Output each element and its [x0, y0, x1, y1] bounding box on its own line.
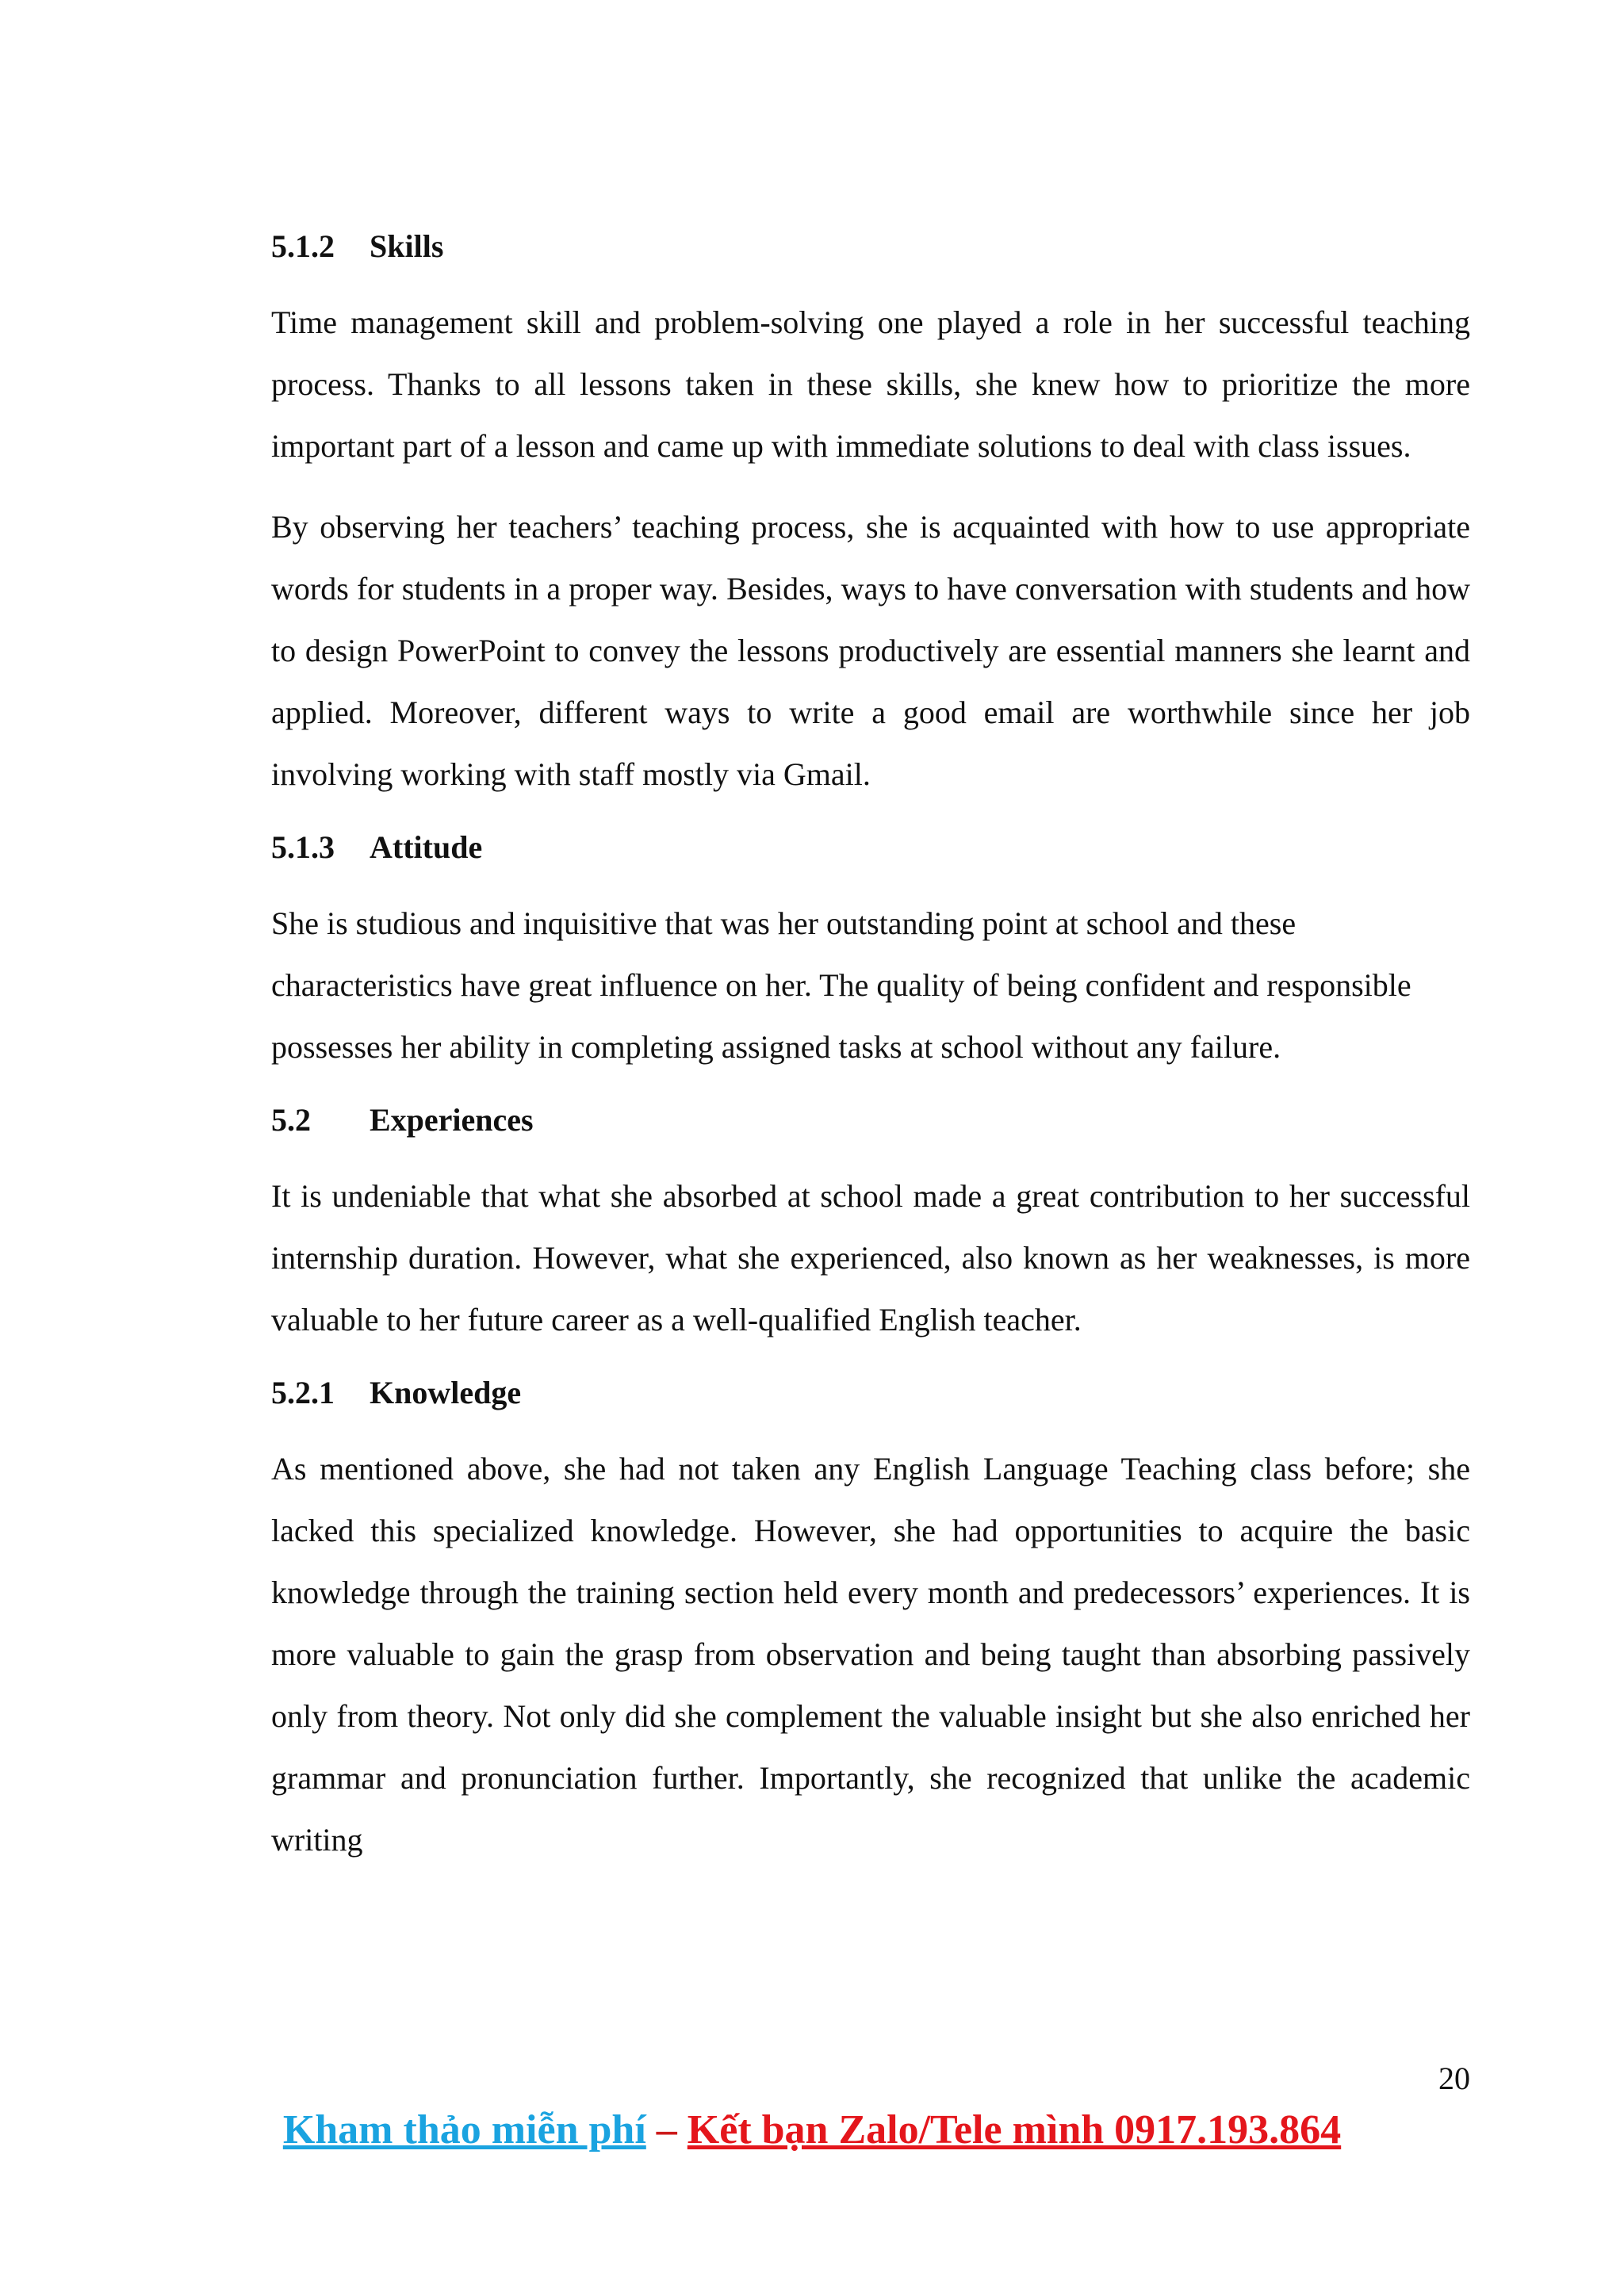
footer-link-contact[interactable]: Kết bạn Zalo/Tele mình 0917.193.864 [687, 2107, 1342, 2152]
section-title: Skills [370, 228, 444, 264]
section-number: 5.2.1 [271, 1375, 335, 1410]
page-number: 20 [1438, 2061, 1470, 2096]
footer-separator: – [645, 2107, 688, 2152]
paragraph-skills-1: Time management skill and problem-solving one played a role in her successful teaching process. Thanks to all lessons taken in these skills, she knew how to prioritize the more important part of a lesson and came up with immediate solutions to deal with class issues. [271, 304, 1470, 464]
section-number: 5.2 [271, 1102, 311, 1138]
paragraph-knowledge-1: As mentioned above, she had not taken any English Language Teaching class before; she lacked this specialized knowledge. However, she had opportunities to acquire the basic knowledge through the training section held every month and predecessors’ experiences. It is more valuable to gain the grasp from observation and being taught than absorbing passively only from theory. Not only did she complement the valuable insight but she also enriched her grammar and pronunciation further. Importantly, she recognized that unlike the academic writing [271, 1451, 1470, 1858]
section-heading-skills [271, 224, 1470, 270]
section-heading-knowledge [271, 1370, 1470, 1416]
paragraph-attitude-1: She is studious and inquisitive that was her outstanding point at school and these characteristics have great influence on her. The quality of being confident and responsible possesses her ability in completing assigned tasks at school without any failure. [271, 905, 1411, 1065]
section-number: 5.1.2 [271, 228, 335, 264]
footer-link-free-reference[interactable]: Kham thảo miễn phí [282, 2107, 646, 2152]
section-title: Attitude [370, 829, 483, 865]
section-title: Knowledge [370, 1375, 522, 1410]
section-number: 5.1.3 [271, 829, 335, 865]
footer-banner [0, 2103, 1624, 2158]
paragraph-skills-2: By observing her teachers’ teaching process, she is acquainted with how to use appropriate words for students in a proper way. Besides, ways to have conversation with students and how to design PowerPoint to convey the lessons productively are essential manners she learnt and applied. Moreover, different ways to write a good email are worthwhile since her job involving working with staff mostly via Gmail. [271, 509, 1470, 792]
document-body [271, 224, 1470, 1890]
paragraph-experiences-1: It is undeniable that what she absorbed at school made a great contribution to her successful internship duration. However, what she experienced, also known as her weaknesses, is more valuable to her future career as a well-qualified English teacher. [271, 1178, 1470, 1337]
section-heading-attitude [271, 825, 1470, 871]
section-title: Experiences [370, 1102, 534, 1138]
section-heading-experiences [271, 1097, 1470, 1143]
